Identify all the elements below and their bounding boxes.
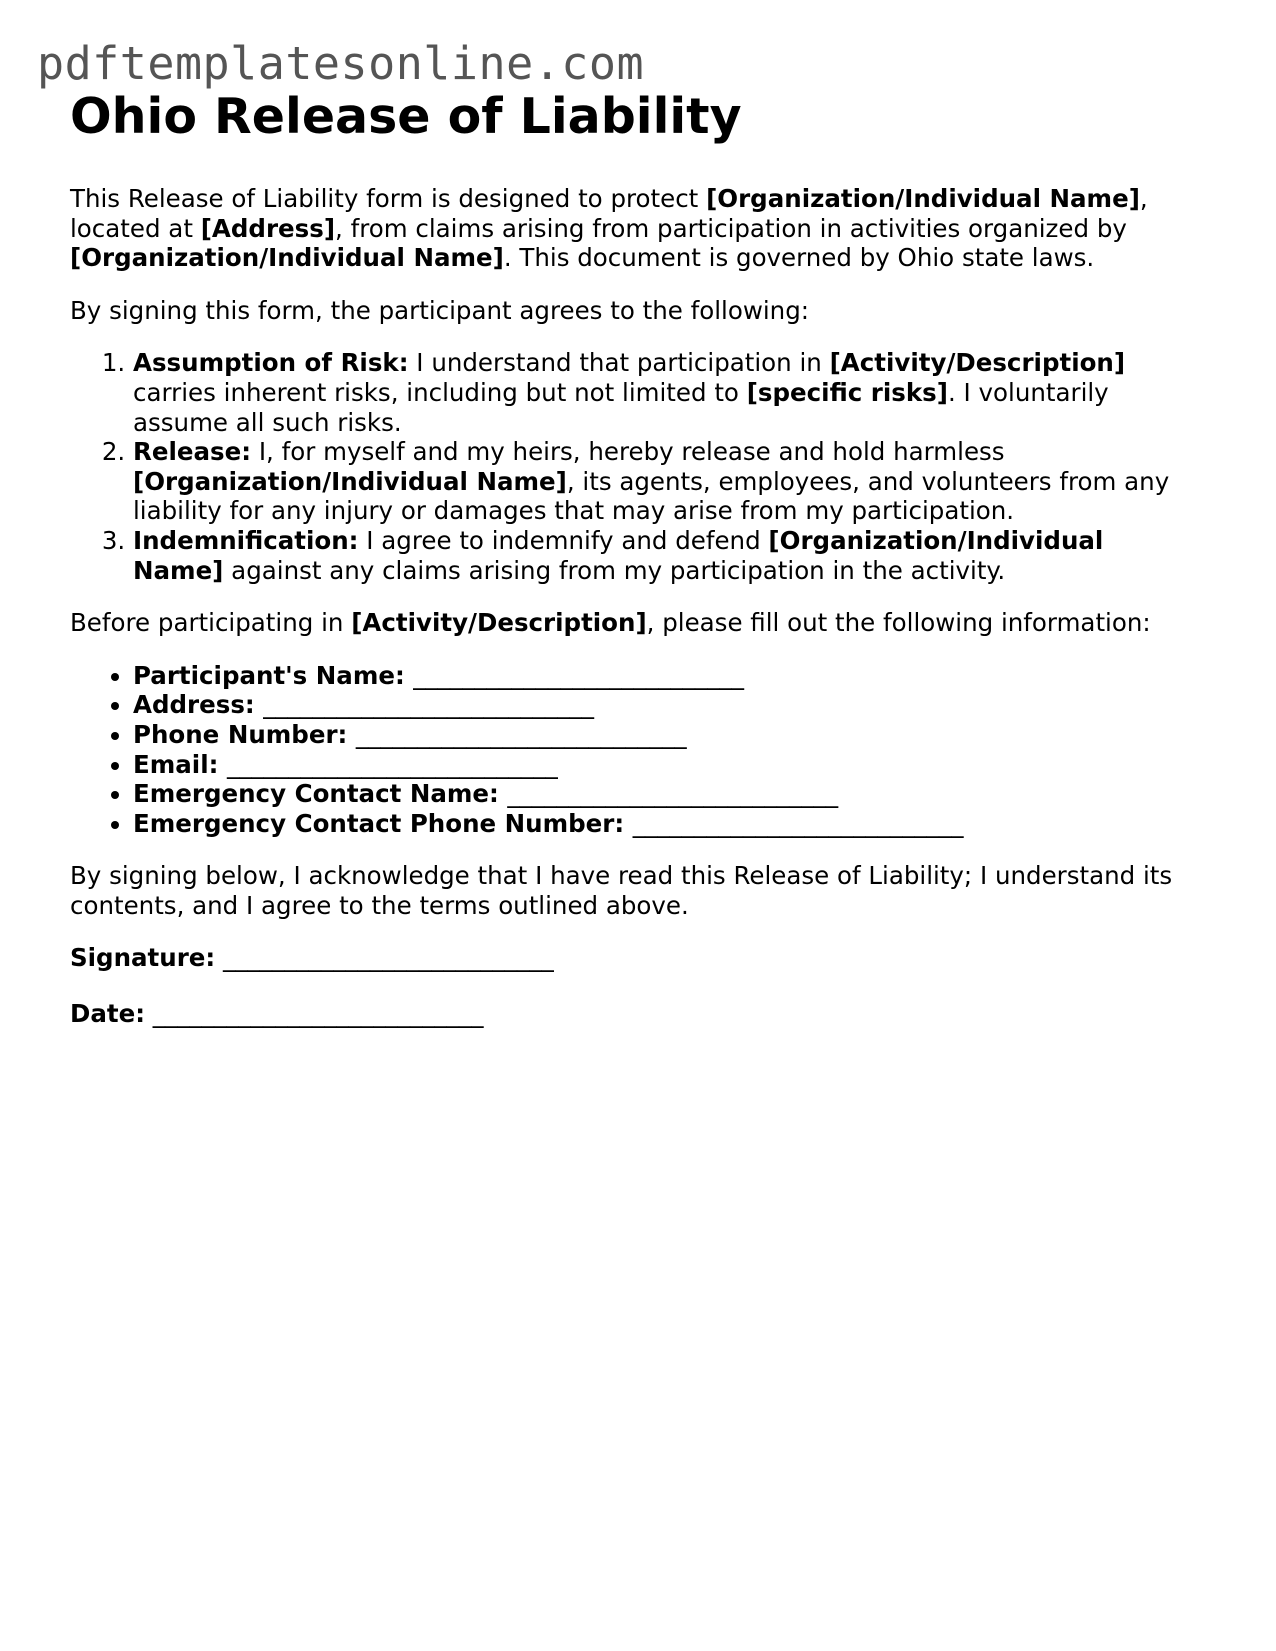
participant-name-blank[interactable]: ___________________________ bbox=[413, 660, 745, 690]
before-participating-paragraph: Before participating in [Activity/Description], please fill out the following information: bbox=[70, 608, 1151, 638]
activity-placeholder: [Activity/Description] bbox=[829, 348, 1126, 378]
email-blank[interactable]: ___________________________ bbox=[226, 749, 558, 779]
risks-placeholder: [specific risks] bbox=[746, 377, 948, 407]
term-indemnification: 3. Indemnification: I agree to indemnify and defend [Organization/Individual Name] against any claims arising from my participation in the activity. bbox=[133, 526, 1200, 585]
terms-list bbox=[70, 348, 1200, 585]
field-label: Phone Number: bbox=[133, 719, 348, 749]
participant-info-fields bbox=[70, 661, 1200, 839]
field-emergency-contact-phone bbox=[133, 809, 1200, 839]
term-assumption-of-risk: 1. Assumption of Risk: I understand that participation in [Activity/Description] carries inherent risks, including but not limited to [specific risks]. I voluntarily assume all such risks. bbox=[133, 348, 1200, 437]
org-name-placeholder: [Organization/Individual Name] bbox=[70, 243, 504, 273]
field-phone-number bbox=[133, 720, 1200, 750]
document-page bbox=[70, 82, 1200, 1055]
field-label: Participant's Name: bbox=[133, 660, 405, 690]
document-title: Ohio Release of Liability bbox=[70, 88, 742, 145]
field-label: Email: bbox=[133, 749, 219, 779]
term-release: 2. Release: I, for myself and my heirs, hereby release and hold harmless [Organization/Individual Name], its agents, employees, and volunteers from any liability for any injury or damages that may arise from my participation. bbox=[133, 437, 1200, 526]
address-blank[interactable]: ___________________________ bbox=[263, 690, 594, 720]
agreement-intro: By signing this form, the participant agrees to the following: bbox=[70, 295, 809, 325]
signature-label: Signature: bbox=[70, 943, 216, 973]
emergency-contact-phone-blank[interactable]: ___________________________ bbox=[632, 808, 964, 838]
address-placeholder: [Address] bbox=[200, 213, 336, 243]
signature-blank[interactable]: ___________________________ bbox=[223, 943, 554, 973]
acknowledgement-paragraph: By signing below, I acknowledge that I have read this Release of Liability; I understand its contents, and I agree to the terms outlined above. bbox=[70, 861, 1173, 920]
intro-paragraph: This Release of Liability form is designed to protect [Organization/Individual Name], located at [Address], from claims arising from participation in activities organized by [Organization/Individual Name]. This document is governed by Ohio state laws. bbox=[70, 184, 1148, 273]
field-label: Emergency Contact Phone Number: bbox=[133, 808, 625, 838]
date-row bbox=[70, 999, 1200, 1029]
field-label: Emergency Contact Name: bbox=[133, 779, 499, 809]
phone-number-blank[interactable]: ___________________________ bbox=[355, 719, 687, 749]
org-name-placeholder: [Organization/Individual Name] bbox=[133, 525, 1104, 585]
date-label: Date: bbox=[70, 999, 145, 1029]
field-label: Address: bbox=[133, 690, 255, 720]
org-name-placeholder: [Organization/Individual Name] bbox=[133, 466, 567, 496]
field-emergency-contact-name bbox=[133, 779, 1200, 809]
field-email bbox=[133, 750, 1200, 780]
activity-placeholder: [Activity/Description] bbox=[351, 608, 647, 638]
emergency-contact-name-blank[interactable]: ___________________________ bbox=[507, 779, 839, 809]
org-name-placeholder: [Organization/Individual Name] bbox=[706, 184, 1140, 213]
field-address bbox=[133, 690, 1200, 720]
date-blank[interactable]: ___________________________ bbox=[152, 999, 484, 1029]
watermark: pdftemplatesonline.com bbox=[37, 37, 645, 90]
signature-row bbox=[70, 943, 1200, 973]
field-participant-name bbox=[133, 661, 1200, 691]
